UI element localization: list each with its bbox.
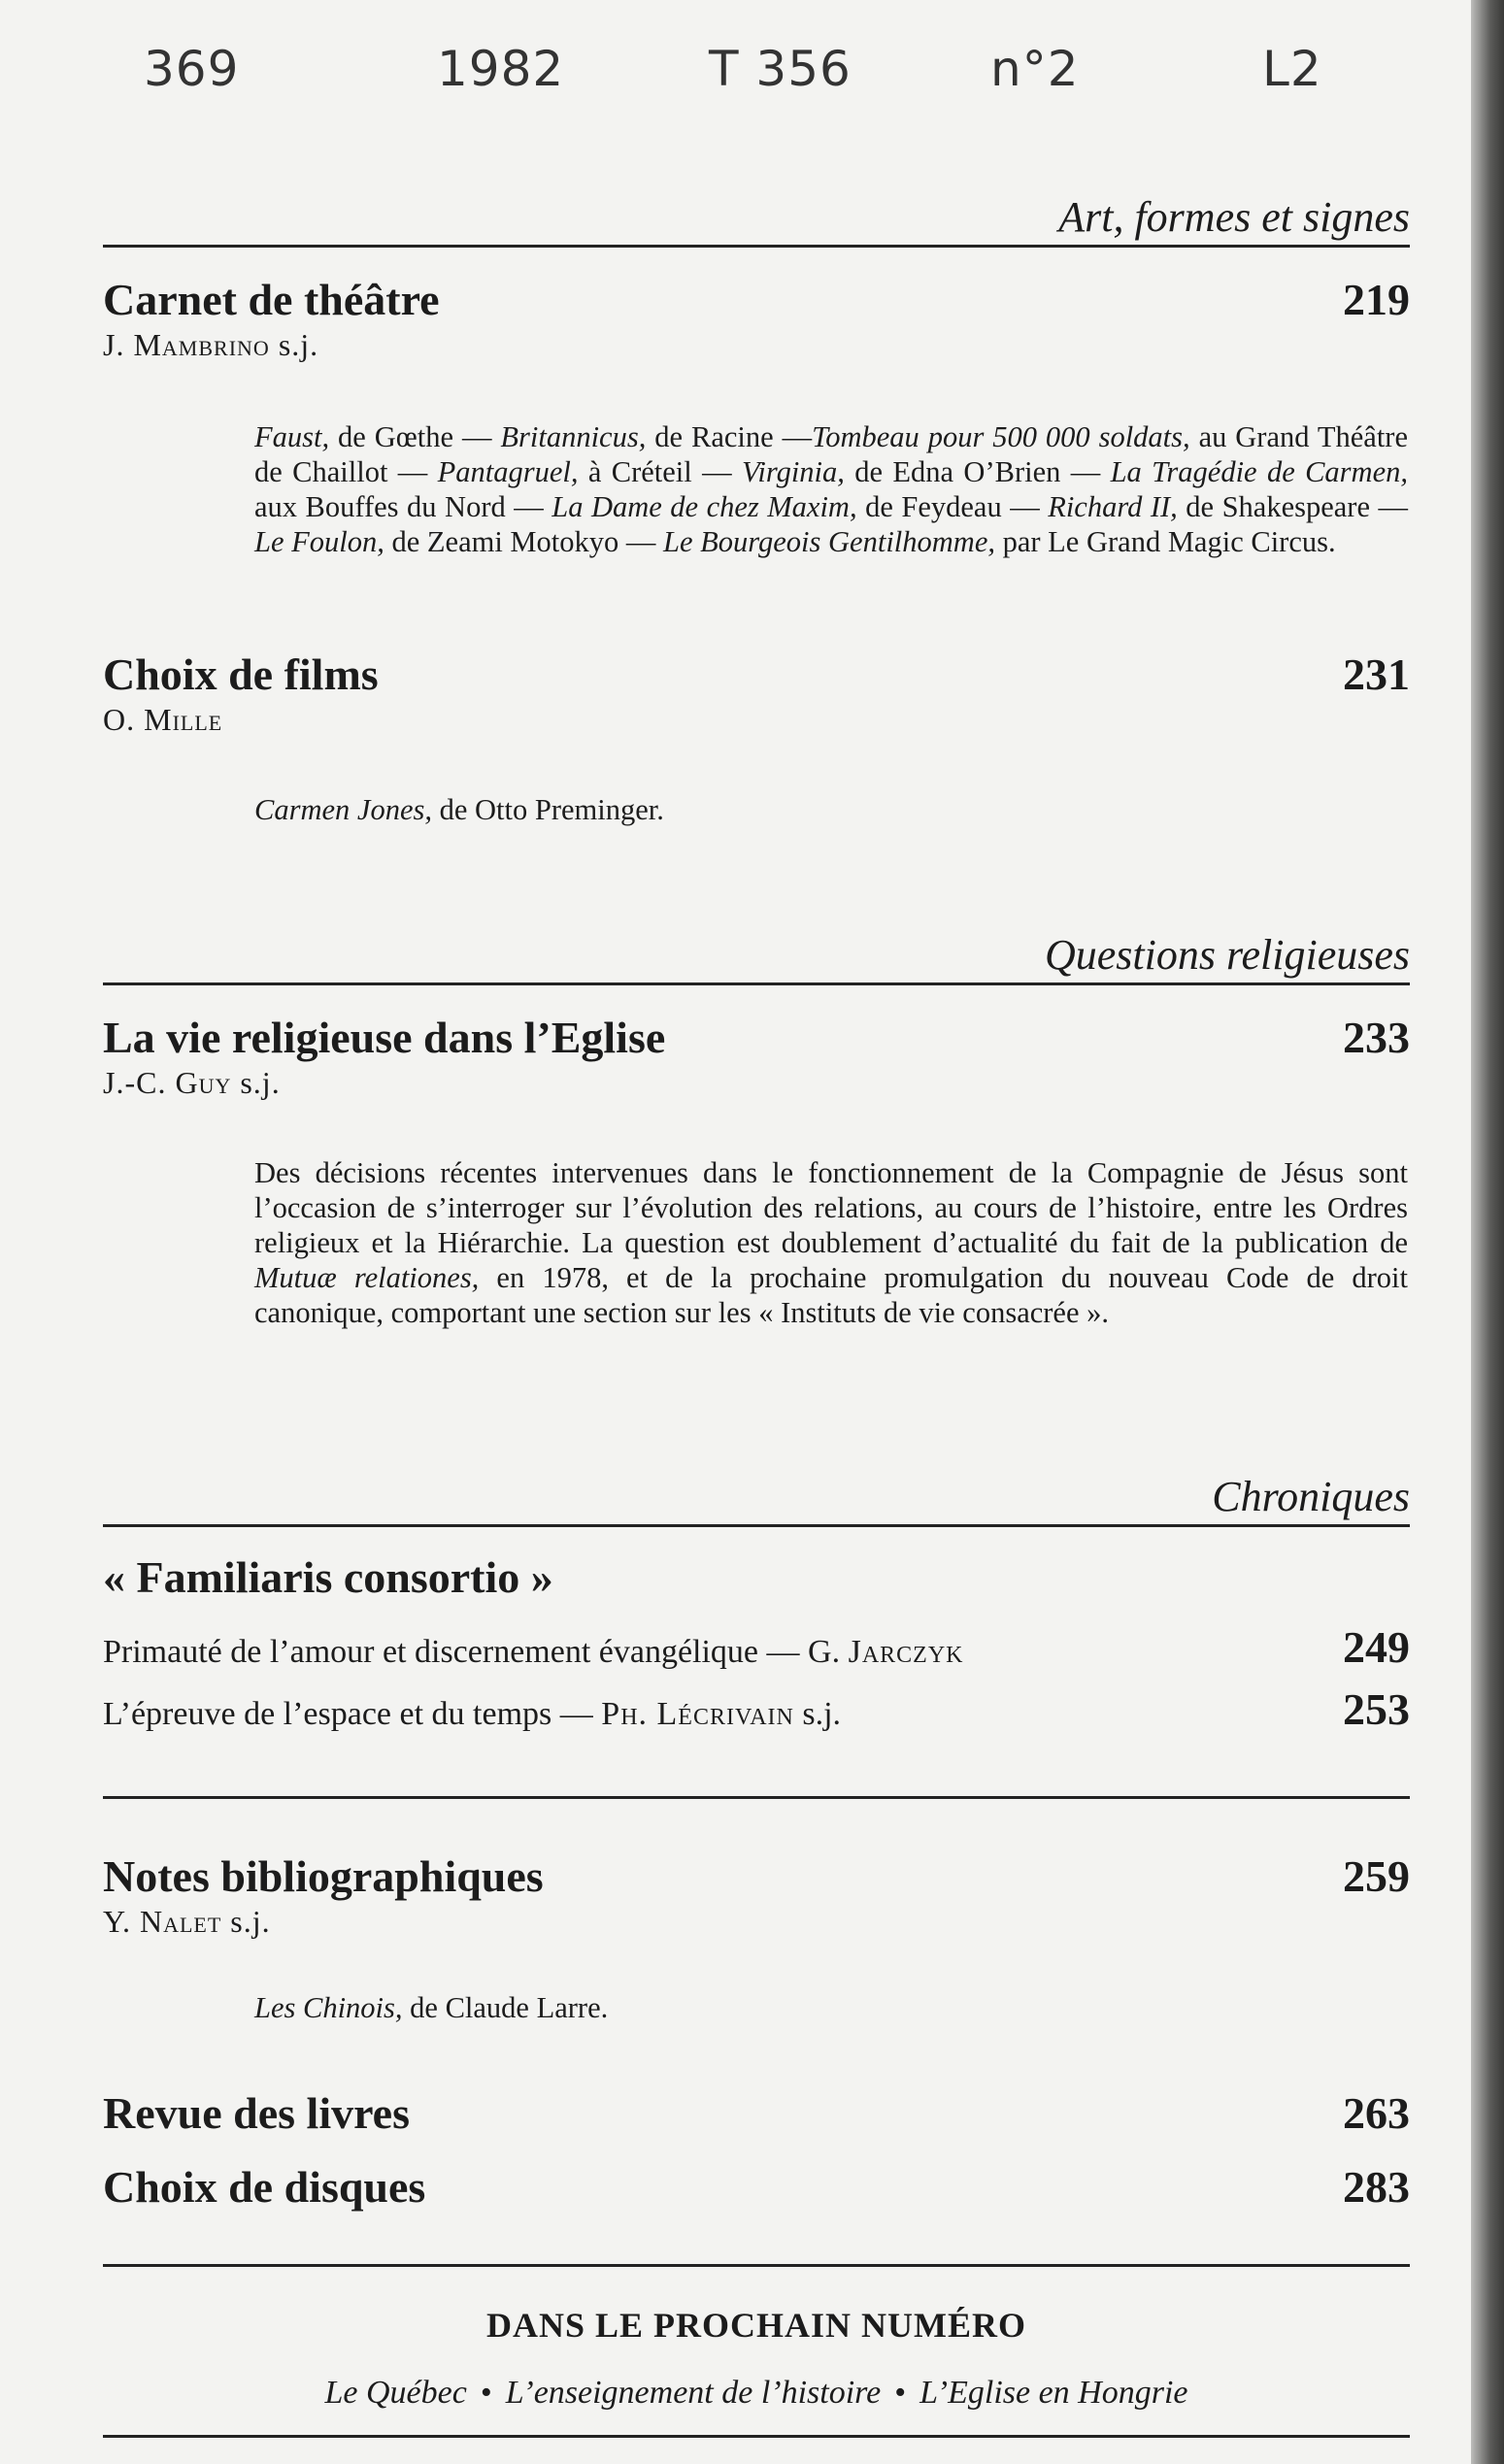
entry-author	[103, 327, 1410, 363]
entry-summary-vie	[254, 1155, 1408, 1330]
summary-italic: Mutuæ relationes,	[254, 1261, 480, 1294]
entry-author	[103, 1904, 1410, 1940]
section-heading-art: Art, formes et signes	[103, 192, 1410, 248]
page-number: 283	[1343, 2162, 1410, 2212]
author-initial: J.	[103, 327, 134, 362]
summary-text: à Créteil —	[578, 455, 742, 488]
summary-italic: Tombeau pour 500 000 soldats,	[812, 420, 1190, 453]
author-initial: G.	[808, 1634, 849, 1670]
next-issue-heading: DANS LE PROCHAIN NUMÉRO	[485, 2306, 1027, 2345]
summary-italic: Faust,	[254, 420, 330, 453]
entry-choix-de-films	[103, 649, 1410, 738]
summary-italic: Pantagruel,	[437, 455, 579, 488]
entry-title: Notes bibliographiques	[103, 1851, 544, 1901]
author-suffix: s.j.	[221, 1904, 271, 1939]
summary-italic: Richard II,	[1048, 490, 1178, 523]
page-number: 231	[1343, 649, 1410, 699]
author-suffix: s.j.	[231, 1065, 281, 1100]
author-name: Nalet	[139, 1904, 222, 1939]
handwritten-note-4: n°2	[990, 41, 1080, 97]
author-name: Ph. Lécrivain	[601, 1696, 794, 1732]
entry-summary-notes	[254, 1990, 1408, 2025]
entry-title: Choix de films	[103, 649, 379, 699]
author-suffix: s.j.	[793, 1696, 842, 1732]
entry-title: Choix de disques	[103, 2162, 426, 2212]
summary-text: de Edna O’Brien —	[844, 455, 1111, 488]
entry-title: « Familiaris consortio »	[103, 1552, 553, 1602]
author-name: Mambrino	[133, 327, 270, 362]
entry-revue-des-livres	[103, 2087, 1410, 2139]
sub-entry-text	[103, 1634, 964, 1671]
handwritten-note-3: T 356	[709, 41, 852, 97]
bullet-icon: •	[894, 2375, 907, 2411]
summary-italic: Le Bourgeois Gentilhomme,	[663, 525, 995, 558]
page-number: 233	[1343, 1013, 1410, 1062]
summary-text: de Shakespeare —	[1177, 490, 1408, 523]
author-name: Jarczyk	[848, 1634, 964, 1670]
next-topic-quebec: Le Québec	[324, 2375, 467, 2411]
page-number: 219	[1343, 275, 1410, 324]
entry-notes-bibliographiques	[103, 1850, 1410, 1940]
page-number: 263	[1343, 2088, 1410, 2138]
summary-italic: Les Chinois,	[254, 1991, 403, 2024]
section-heading-chroniques: Chroniques	[103, 1472, 1410, 1527]
sub-entry-epreuve	[103, 1683, 1410, 1735]
summary-italic: La Dame de chez Maxim,	[551, 490, 857, 523]
entry-title: La vie religieuse dans l’Eglise	[103, 1013, 666, 1062]
handwritten-note-5: L2	[1262, 41, 1322, 97]
summary-text: de Racine —	[646, 420, 813, 453]
summary-italic: Virginia,	[741, 455, 845, 488]
page-number: 253	[1343, 1684, 1410, 1734]
sub-entry-title: Primauté de l’amour et discernement évangélique —	[103, 1634, 809, 1670]
entry-title: Carnet de théâtre	[103, 275, 440, 324]
page-number: 259	[1343, 1851, 1410, 1901]
summary-text: en 1978, et de la prochaine promulgation du nouveau Code de droit canonique, comportant une section sur les « Instituts de vie consacrée ».	[254, 1261, 1408, 1329]
entry-author	[103, 702, 1410, 738]
entry-author	[103, 1065, 1410, 1101]
summary-italic: Britannicus,	[500, 420, 647, 453]
next-issue-topics	[103, 2375, 1410, 2412]
summary-text: de Gœthe —	[329, 420, 501, 453]
entry-choix-de-disques	[103, 2161, 1410, 2213]
entry-carnet-de-theatre	[103, 274, 1410, 363]
bullet-icon: •	[480, 2375, 492, 2411]
next-topic-hongrie: L’Eglise en Hongrie	[919, 2375, 1188, 2411]
divider-rule	[103, 2264, 1410, 2267]
summary-italic: La Tragédie de Carmen,	[1110, 455, 1408, 488]
summary-text: de Claude Larre.	[402, 1991, 609, 2024]
divider-rule	[103, 2435, 1410, 2438]
sub-entry-title: L’épreuve de l’espace et du temps —	[103, 1696, 602, 1732]
page-binding-edge	[1471, 0, 1504, 2464]
entry-summary-films	[254, 792, 1408, 827]
sub-entry-text	[103, 1696, 841, 1733]
summary-text: de Feydeau —	[856, 490, 1049, 523]
summary-text: de Zeami Motokyo —	[384, 525, 664, 558]
handwritten-note-1: 369	[144, 41, 240, 97]
entry-summary-carnet	[254, 419, 1408, 559]
entry-title: Revue des livres	[103, 2088, 411, 2138]
author-suffix: s.j.	[269, 327, 319, 362]
summary-text: Des décisions récentes intervenues dans le fonctionnement de la Compagnie de Jésus sont l’occasion de s’interroger sur l’évolution des relations, au cours de l’histoire, entre les Ordres religieux et la Hiérarchie. La question est doublement d’actualité du fait de la publication de	[254, 1156, 1408, 1259]
summary-text: par Le Grand Magic Circus.	[994, 525, 1336, 558]
section-heading-questions: Questions religieuses	[103, 930, 1410, 985]
author-name: Mille	[144, 702, 223, 737]
summary-text: au Grand Théâtre de Chaillot —	[254, 420, 1408, 488]
handwritten-note-2: 1982	[437, 41, 565, 97]
author-initial: O.	[103, 702, 145, 737]
next-topic-histoire: L’enseignement de l’histoire	[505, 2375, 882, 2411]
sub-entry-primaute	[103, 1621, 1410, 1673]
summary-text: de Otto Preminger.	[431, 793, 664, 826]
summary-italic: Carmen Jones,	[254, 793, 432, 826]
author-initial: J.-C.	[103, 1065, 176, 1100]
author-name: Guy	[175, 1065, 232, 1100]
divider-rule	[103, 1796, 1410, 1799]
entry-familiaris-consortio	[103, 1551, 1410, 1603]
page-number: 249	[1343, 1622, 1410, 1672]
entry-vie-religieuse	[103, 1012, 1410, 1101]
summary-text: aux Bouffes du Nord —	[254, 490, 552, 523]
author-initial: Y.	[103, 1904, 140, 1939]
summary-italic: Le Foulon,	[254, 525, 384, 558]
